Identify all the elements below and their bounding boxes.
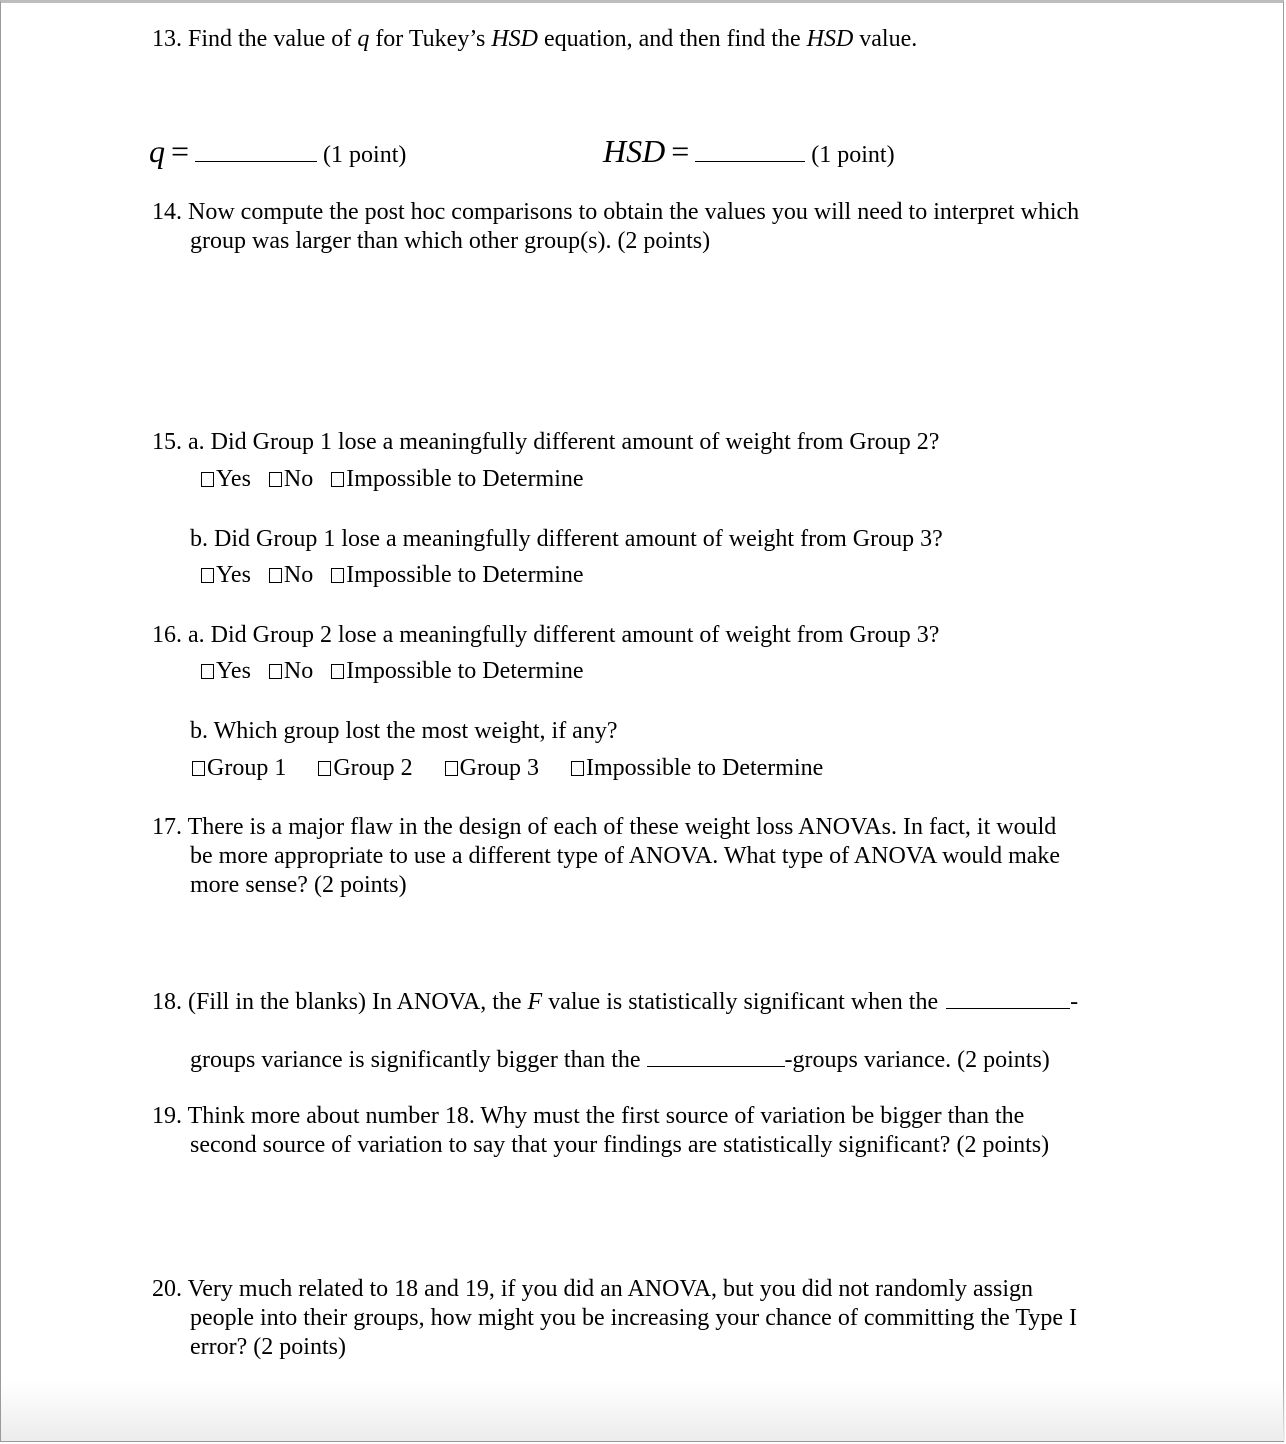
option-impossible[interactable]: Impossible to Determine [331, 658, 583, 684]
question-20-line2: people into their groups, how might you be increasing your chance of committing the Type I [190, 1305, 1078, 1331]
question-15a: 15. a. Did Group 1 lose a meaningfully different amount of weight from Group 2? [152, 429, 940, 455]
q-symbol: q [149, 133, 165, 169]
question-number: 16. [152, 622, 182, 648]
fill-blank-2[interactable] [647, 1044, 785, 1067]
q-answer-row: q = (1 point) [149, 133, 407, 169]
option-impossible[interactable]: Impossible to Determine [571, 755, 823, 781]
question-15b: b. Did Group 1 lose a meaningfully different amount of weight from Group 3? [190, 526, 943, 552]
option-yes[interactable]: Yes [201, 562, 251, 588]
question-14-line2: group was larger than which other group(s). (2 points) [190, 228, 711, 254]
question-20: 20. Very much related to 18 and 19, if you did an ANOVA, but you did not randomly assign [152, 1276, 1034, 1302]
checkbox-icon[interactable] [571, 761, 584, 776]
option-yes[interactable]: Yes [201, 466, 251, 492]
question-20-line3: error? (2 points) [190, 1334, 346, 1360]
hsd-points: (1 point) [811, 142, 895, 168]
checkbox-icon[interactable] [331, 472, 344, 487]
checkbox-icon[interactable] [318, 761, 331, 776]
question-number: 15. [152, 429, 182, 455]
question-16b: b. Which group lost the most weight, if any? [190, 718, 618, 744]
q15b-options [201, 561, 584, 590]
question-number: 14. [152, 199, 182, 225]
option-group-2[interactable]: Group 2 [318, 755, 412, 781]
hsd-answer-blank[interactable] [695, 139, 805, 162]
checkbox-icon[interactable] [201, 664, 214, 679]
question-19-line2: second source of variation to say that your findings are statistically significant? (2 points) [190, 1132, 1050, 1158]
checkbox-icon[interactable] [331, 664, 344, 679]
checkbox-icon[interactable] [201, 472, 214, 487]
option-no[interactable]: No [269, 562, 313, 588]
question-number: 20. [152, 1276, 182, 1302]
question-19: 19. Think more about number 18. Why must the first source of variation be bigger than the [152, 1103, 1025, 1129]
checkbox-icon[interactable] [269, 664, 282, 679]
checkbox-icon[interactable] [269, 472, 282, 487]
fill-blank-1[interactable] [946, 986, 1070, 1009]
option-no[interactable]: No [269, 466, 313, 492]
option-no[interactable]: No [269, 658, 313, 684]
checkbox-icon[interactable] [192, 761, 205, 776]
hsd-answer-row: HSD = (1 point) [603, 133, 895, 169]
checkbox-icon[interactable] [331, 568, 344, 583]
checkbox-icon[interactable] [201, 568, 214, 583]
option-yes[interactable]: Yes [201, 658, 251, 684]
question-13: 13. Find the value of q for Tukey’s HSD equation, and then find the HSD value. [152, 26, 918, 52]
option-impossible[interactable]: Impossible to Determine [331, 562, 583, 588]
question-number: 18. [152, 989, 182, 1015]
option-group-1[interactable]: Group 1 [192, 755, 286, 781]
question-17-line3: more sense? (2 points) [190, 872, 407, 898]
q16b-options [192, 754, 823, 783]
q-points: (1 point) [323, 142, 407, 168]
question-14: 14. Now compute the post hoc comparisons to obtain the values you will need to interpret which [152, 199, 1080, 225]
option-group-3[interactable]: Group 3 [445, 755, 539, 781]
q16a-options [201, 657, 584, 686]
checkbox-icon[interactable] [269, 568, 282, 583]
question-16a: 16. a. Did Group 2 lose a meaningfully different amount of weight from Group 3? [152, 622, 940, 648]
hsd-symbol: HSD [603, 133, 666, 169]
question-17: 17. There is a major flaw in the design of each of these weight loss ANOVAs. In fact, it would [152, 814, 1057, 840]
option-impossible[interactable]: Impossible to Determine [331, 466, 583, 492]
q15a-options [201, 465, 584, 494]
question-18: 18. (Fill in the blanks) In ANOVA, the F value is statistically significant when the - [152, 986, 1078, 1017]
page-bottom-shadow [1, 1381, 1285, 1441]
checkbox-icon[interactable] [445, 761, 458, 776]
question-18-line2: groups variance is significantly bigger than the -groups variance. (2 points) [190, 1044, 1050, 1075]
question-17-line2: be more appropriate to use a different type of ANOVA. What type of ANOVA would make [190, 843, 1061, 869]
question-number: 17. [152, 814, 182, 840]
question-number: 19. [152, 1103, 182, 1129]
q-answer-blank[interactable] [195, 139, 317, 162]
question-number: 13. [152, 26, 182, 52]
